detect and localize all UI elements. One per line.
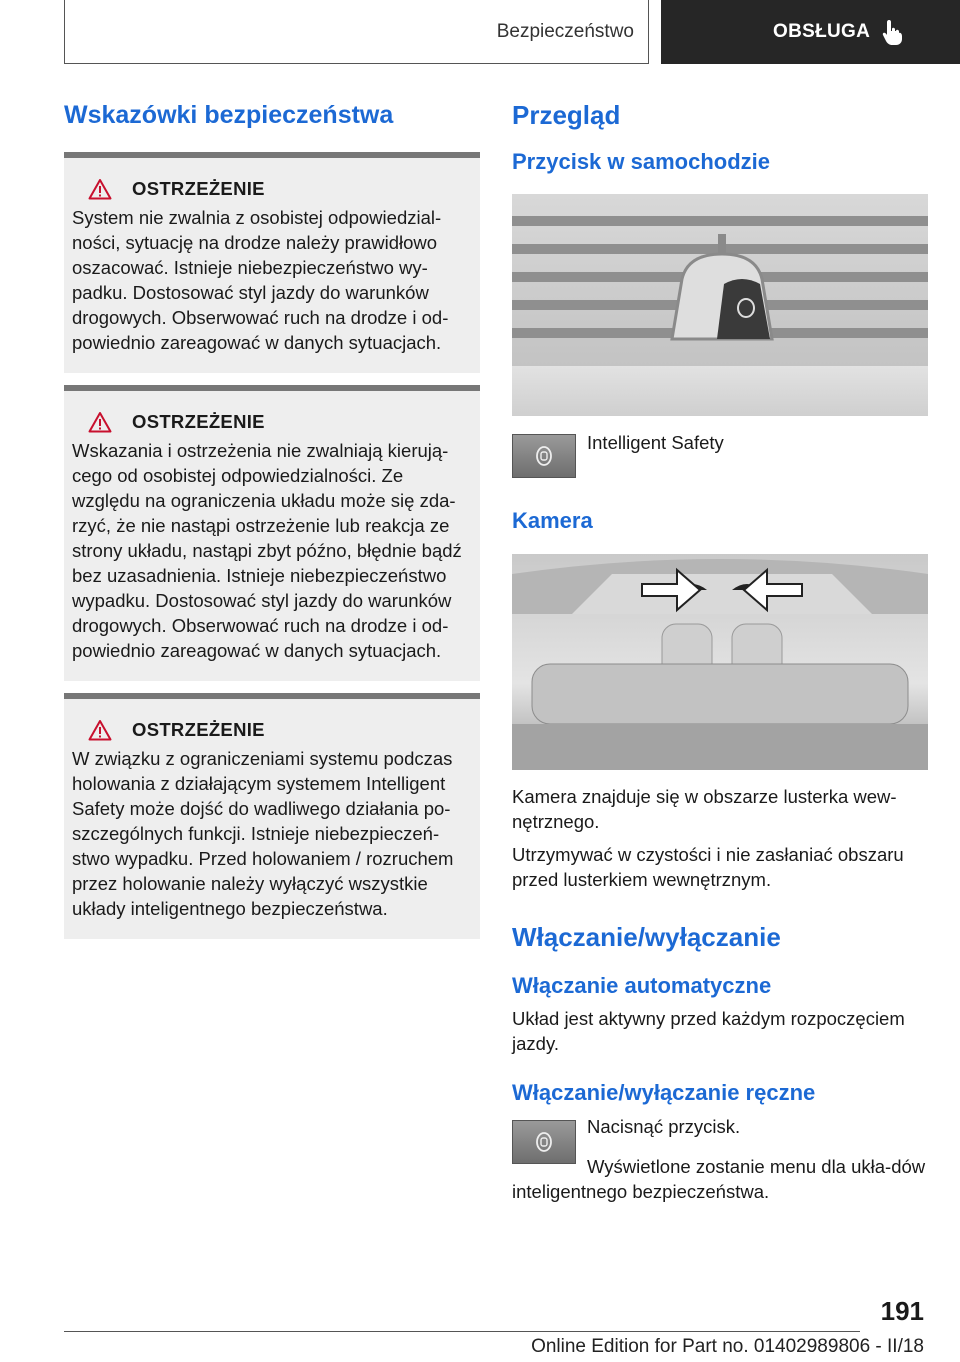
manual-heading: Włączanie/wyłączanie ręczne (512, 1079, 816, 1105)
manual-menu-text: Wyświetlone zostanie menu dla ukła‐dów inteligentnego bezpieczeństwa. (512, 1155, 926, 1202)
intelligent-safety-button-icon (512, 434, 576, 478)
overview-title: Przegląd (512, 100, 621, 130)
warning-label: OSTRZEŻENIE (132, 719, 265, 740)
camera-care-text: Utrzymywać w czystości i nie zasłaniać obszaru przed lusterkiem wewnętrznym. (512, 843, 904, 890)
warning-triangle-icon (88, 178, 112, 200)
warning-box-1 (64, 152, 480, 373)
warning-triangle-icon (88, 719, 112, 741)
camera-image (512, 554, 928, 770)
header-section-tab (64, 0, 649, 64)
footer-divider (64, 1331, 860, 1332)
auto-heading: Włączanie automatyczne (512, 973, 772, 999)
warning-label: OSTRZEŻENIE (132, 178, 265, 199)
header-section-label: Bezpieczeństwo (496, 20, 634, 42)
button-legend (512, 431, 928, 478)
intelligent-safety-button-icon (512, 1120, 576, 1164)
warning-text: System nie zwalnia z osobistej odpowiedzial‐ności, sytuację na drodze należy prawidłowo oszacować. Istnieje niebezpieczeństwo wy‐padku. Dostosować styl jazdy do warunków drogowych. Obserwować ruch na drodze i od‐powiednio zareagować w danych sytuacjach. (72, 207, 449, 353)
right-column (512, 100, 928, 1204)
button-heading: Przycisk w samochodzie (512, 149, 770, 175)
warning-text: Wskazania i ostrzeżenia nie zwalniają kierują‐cego od osobistej odpowiedzialności. Ze względu na ograniczenia układu może się zda‐rzyć, że nie nastąpi ostrzeżenie lub reakcja ze strony układu, nastąpi zbyt późno, błędnie bądź bez uzasadnienia. Istnieje niebezpieczeństwo wypadku. Dostosować styl jazdy do warunków drogowych. Obserwować ruch na drodze i od‐powiednio zareagować w danych sytuacjach. (72, 440, 462, 661)
hand-pointer-icon (882, 18, 904, 46)
warning-text: W związku z ograniczeniami systemu podczas holowania z działającym systemem Intelligent Safety może dojść do wadliwego działania po‐szczególnych funkcji. Istnieje niebezpieczeń‐stwo wypadku. Przed holowaniem / rozruchem przez holowanie należy wyłączyć wszystkie układy inteligentnego bezpieczeństwa. (72, 748, 454, 919)
manual-press-text: Nacisnąć przycisk. (587, 1115, 741, 1137)
camera-location-text: Kamera znajduje się w obszarze lusterka wew‐nętrznego. (512, 785, 897, 832)
page-number: 191 (880, 1296, 924, 1326)
car-button-image (512, 194, 928, 416)
warning-label: OSTRZEŻENIE (132, 411, 265, 432)
intelligent-safety-label: Intelligent Safety (587, 431, 724, 453)
warning-triangle-icon (88, 411, 112, 433)
left-column (64, 100, 480, 939)
onoff-title: Włączanie/wyłączanie (512, 921, 781, 952)
warning-box-2 (64, 385, 480, 681)
camera-heading: Kamera (512, 507, 593, 533)
edition-text: Online Edition for Part no. 01402989806 - II/18 (531, 1336, 924, 1357)
warning-box-3 (64, 693, 480, 939)
header-chapter-label: OBSŁUGA (773, 21, 871, 42)
auto-text: Układ jest aktywny przed każdym rozpoczęciem jazdy. (512, 1007, 905, 1054)
safety-notes-title: Wskazówki bezpieczeństwa (64, 101, 394, 129)
header-chapter-tab (661, 0, 960, 64)
